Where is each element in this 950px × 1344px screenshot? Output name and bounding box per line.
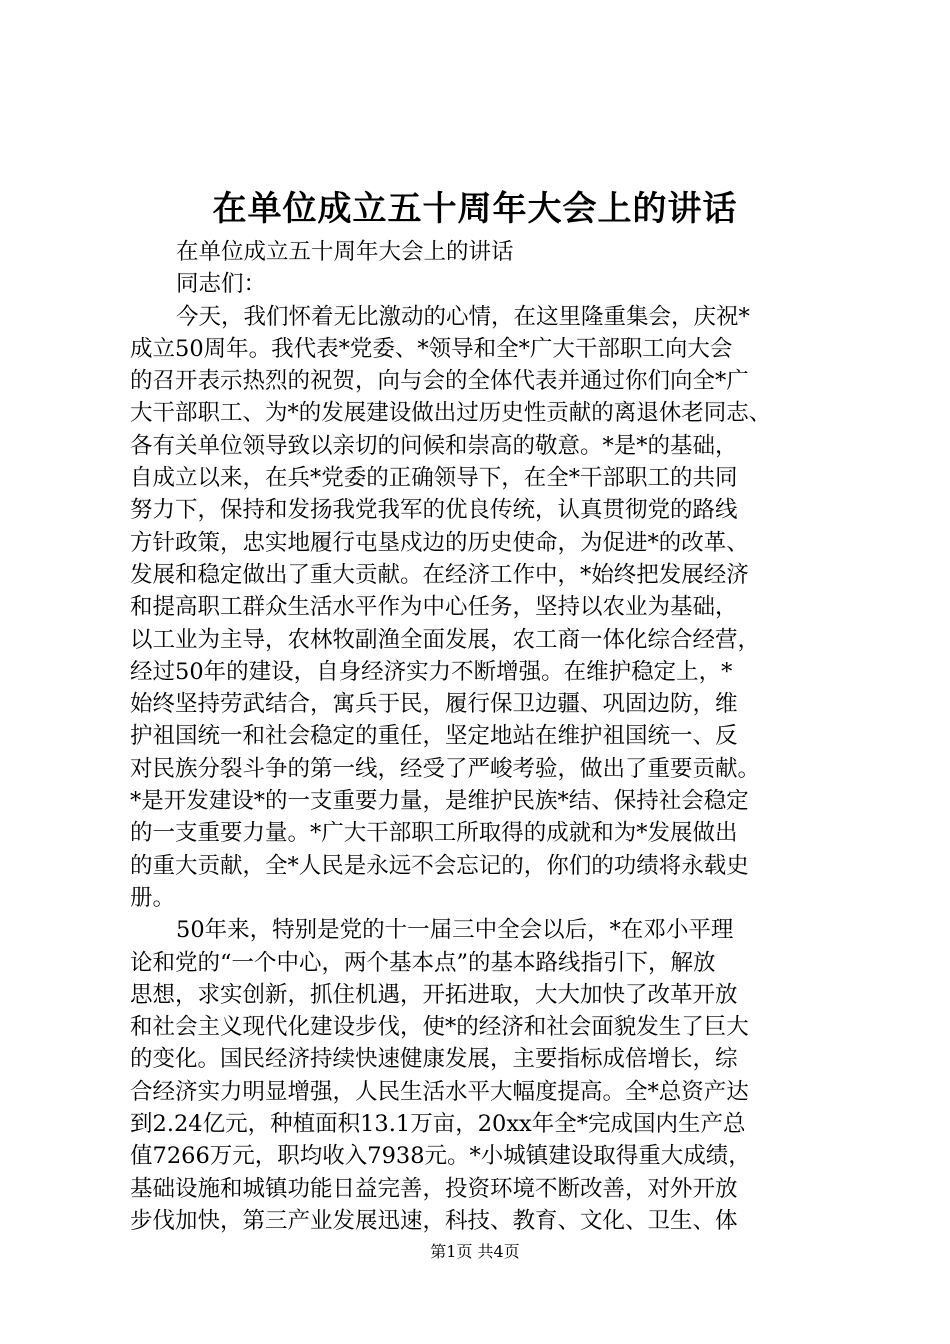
paragraph-line: 成立50周年。我代表*党委、*领导和全*广大干部职工向大会 (130, 335, 733, 362)
paragraph-line: 基础设施和城镇功能日益完善，投资环境不断改善，对外开放 (130, 1175, 738, 1202)
paragraph-line: 经过50年的建设，自身经济实力不断增强。在维护稳定上，* (130, 658, 733, 685)
salutation: 同志们： (176, 271, 267, 298)
paragraph-line: 大干部职工、为*的发展建设做出过历史性贡献的离退休老同志、 (130, 400, 772, 427)
paragraph-line: 思想，求实创新，抓住机遇，开拓进取，大大加快了改革开放 (130, 981, 738, 1008)
paragraph-line: 的变化。国民经济持续快速健康发展，主要指标成倍增长，综 (130, 1046, 738, 1073)
document-subtitle: 在单位成立五十周年大会上的讲话 (176, 239, 514, 265)
paragraph-line: 的重大贡献，全*人民是永远不会忘记的，你们的功绩将永载史 (130, 852, 749, 879)
paragraph-line: 发展和稳定做出了重大贡献。在经济工作中，*始终把发展经济 (130, 561, 749, 588)
paragraph-2 (130, 914, 830, 1237)
paragraph-line: 论和党的“一个中心，两个基本点”的基本路线指引下，解放 (130, 949, 716, 976)
paragraph-line: 合经济实力明显增强，人民生活水平大幅度提高。全*总资产达 (130, 1078, 749, 1105)
paragraph-line: 的一支重要力量。*广大干部职工所取得的成就和为*发展做出 (130, 820, 738, 847)
paragraph-line: 自成立以来，在兵*党委的正确领导下，在全*干部职工的共同 (130, 465, 738, 492)
paragraph-line: 护祖国统一和社会稳定的重任，坚定地站在维护祖国统一、反 (130, 723, 738, 750)
paragraph-line: 的召开表示热烈的祝贺，向与会的全体代表并通过你们向全*广 (130, 368, 749, 395)
paragraph-line: 和社会主义现代化建设步伐，使*的经济和社会面貌发生了巨大 (130, 1014, 749, 1041)
paragraph-line: 以工业为主导，农林牧副渔全面发展，农工商一体化综合经营， (130, 626, 761, 653)
paragraph-line: 和提高职工群众生活水平作为中心任务，坚持以农业为基础， (130, 594, 738, 621)
paragraph-line: 步伐加快，第三产业发展迅速，科技、教育、文化、卫生、体 (130, 1207, 738, 1234)
paragraph-line: 册。 (130, 884, 176, 911)
paragraph-line: 值7266万元，职均收入7938元。*小城镇建设取得重大成绩， (130, 1143, 751, 1170)
page-number-footer: 第1页 共4页 (430, 1242, 520, 1261)
document-title: 在单位成立五十周年大会上的讲话 (212, 189, 738, 229)
paragraph-line: *是开发建设*的一支重要力量，是维护民族*结、保持社会稳定 (130, 788, 749, 815)
document-body (130, 236, 830, 1237)
paragraph-line: 对民族分裂斗争的第一线，经受了严峻考验，做出了重要贡献。 (130, 755, 761, 782)
paragraph-line: 始终坚持劳武结合，寓兵于民，履行保卫边疆、巩固边防，维 (130, 691, 738, 718)
paragraph-line: 到2.24亿元，种植面积13.1万亩，20xx年全*完成国内生产总 (130, 1111, 746, 1138)
paragraph-line: 方针政策，忠实地履行屯垦戍边的历史使命，为促进*的改革、 (130, 529, 749, 556)
paragraph-line: 今天，我们怀着无比激动的心情，在这里隆重集会，庆祝* (176, 303, 750, 330)
paragraph-line: 努力下，保持和发扬我党我军的优良传统，认真贯彻党的路线 (130, 497, 738, 524)
paragraph-1 (130, 301, 830, 915)
paragraph-line: 50年来，特别是党的十一届三中全会以后，*在邓小平理 (176, 917, 734, 944)
paragraph-line: 各有关单位领导致以亲切的问候和崇高的敬意。*是*的基础， (130, 432, 738, 459)
